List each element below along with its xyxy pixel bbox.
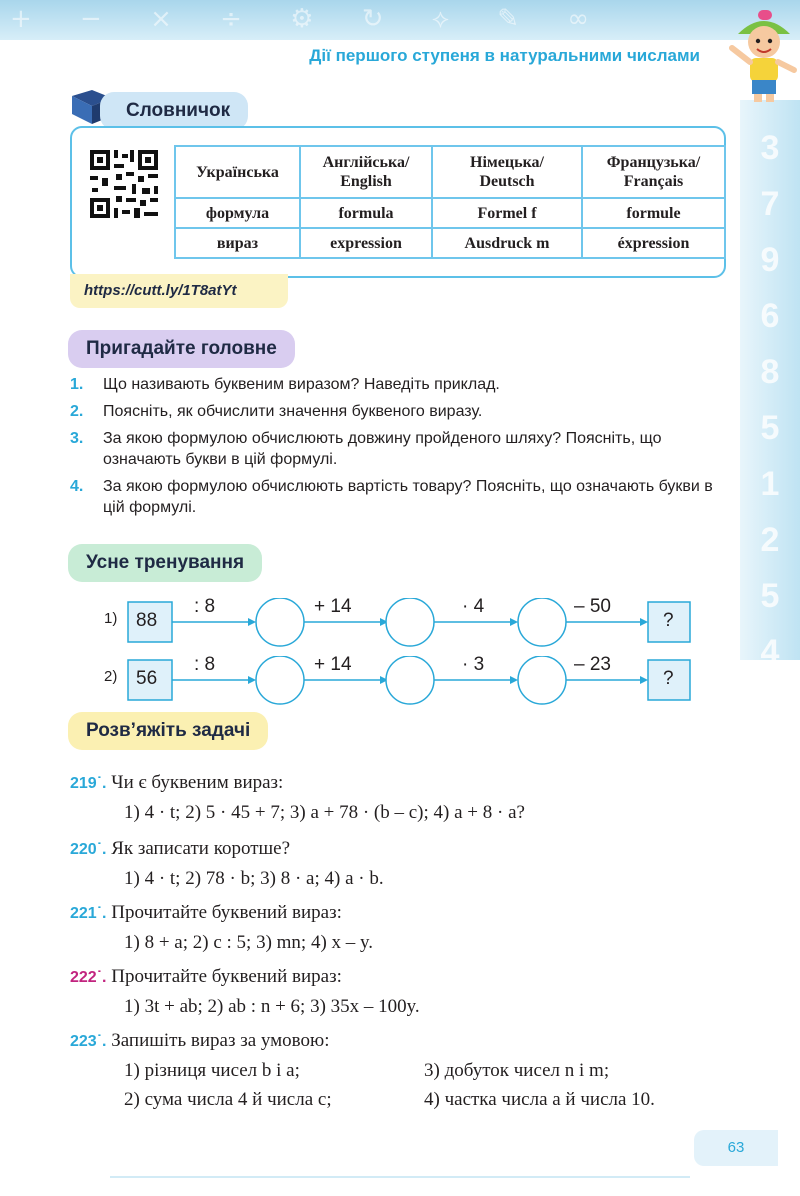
step-circle [386,656,434,704]
oral-chain-2 [100,656,700,716]
operation-label: + 14 [314,654,352,675]
start-value: 56 [136,668,158,689]
side-digits [750,120,790,680]
problem-body: 1) 8 + a; 2) c : 5; 3) mn; 4) x – y. [124,932,374,953]
item-text: Поясніть, як обчислити значення буквеного виразу. [103,403,483,420]
operation-label: – 50 [574,596,611,617]
vocab-header-cell: Українська [175,146,300,198]
recall-tag: Пригадайте головне [68,330,295,368]
problem-body [70,1085,655,1114]
problem-number: 219˙. [70,775,107,792]
arrow-head [510,618,518,626]
arrow-head [640,618,648,626]
vocab-row [175,228,725,258]
arrow-head [640,676,648,684]
list-item [70,401,734,422]
problem-question: Прочитайте буквений вираз: [111,966,342,987]
vocab-table [174,145,726,259]
vocab-cell: формула [175,198,300,228]
item-text: Що називають буквеним виразом? Наведіть приклад. [103,376,500,393]
side-digit: 9 [760,241,780,279]
problem-question: Чи є буквеним вираз: [111,772,284,793]
side-digit: 3 [760,129,780,167]
item-number: 1. [70,376,84,393]
vocab-cell: éxpression [582,228,725,258]
item-number: 2. [70,403,84,420]
list-item [70,476,734,518]
side-decor-band [740,100,800,671]
vocab-cell: Ausdruck m [432,228,582,258]
problem-part: 4) частка числа a й числа 10. [424,1089,655,1110]
step-circle [518,656,566,704]
operation-label: + 14 [314,596,352,617]
vocab-header-cell: Англійська/ English [300,146,432,198]
step-circle [256,656,304,704]
side-digit: 8 [760,353,780,391]
problem-number: 221˙. [70,905,107,922]
end-value: ? [663,610,674,631]
problem-body: 1) 3t + ab; 2) ab : n + 6; 3) 35x – 100y. [124,996,420,1017]
list-item [70,428,734,470]
side-digit: 5 [760,577,780,615]
vocab-row [175,198,725,228]
operation-label: : 8 [194,654,216,675]
side-digit: 5 [760,409,780,447]
operation-label: – 23 [574,654,611,675]
chapter-title: Дії першого ступеня в натуральними числами [309,46,700,65]
problem-body: 1) 4 · t; 2) 5 · 45 + 7; 3) a + 78 · (b – c); 4) a + 8 · a? [124,802,525,823]
vocab-header-cell: Німецька/ Deutsch [432,146,582,198]
vocab-header-cell: Французька/ Français [582,146,725,198]
problem-question: Прочитайте буквений вираз: [111,902,342,923]
vocab-cell: Formel f [432,198,582,228]
footer-divider [110,1176,690,1178]
problem-222 [70,962,420,1021]
vocab-tag: Словничок [100,92,248,130]
end-value: ? [663,668,674,689]
step-circle [386,598,434,646]
problem-221 [70,898,373,957]
item-text: За якою формулою обчислюють довжину пройденого шляху? Поясніть, що означають букви в цій формулі. [103,430,662,468]
side-digit: 7 [760,185,780,223]
qr-code[interactable] [88,148,160,220]
arrow-head [248,618,256,626]
decor-glyphs: + − × ÷ ⚙ ↻ ⟡ ✎ ∞ [10,4,609,34]
side-digit: 2 [760,521,780,559]
arrow-head [510,676,518,684]
vocab-cell: formula [300,198,432,228]
problem-number: 220˙. [70,841,107,858]
item-number: 3. [70,430,84,447]
item-text: За якою формулою обчислюють вартість товару? Поясніть, що означають букви в цій формулі. [103,478,713,516]
oral-tag: Усне тренування [68,544,262,582]
step-circle [256,598,304,646]
operation-label: · 4 [462,596,485,617]
vocab-url-link[interactable]: https://cutt.ly/1T8atYt [70,274,288,308]
problem-body: 1) 4 · t; 2) 78 · b; 3) 8 · a; 4) a · b. [124,868,384,889]
problem-219 [70,768,525,827]
arrow-head [248,676,256,684]
problem-question: Як записати коротше? [111,838,291,859]
problem-part: 3) добуток чисел n і m; [424,1060,610,1081]
problem-part: 2) сума числа 4 й числа c; [124,1089,332,1110]
oral-chain-1 [100,598,700,658]
chain-index: 2) [104,668,118,685]
side-digit: 6 [760,297,780,335]
operation-label: · 3 [462,654,485,675]
operation-label: : 8 [194,596,216,617]
item-number: 4. [70,478,84,495]
problem-number: 223˙. [70,1033,107,1050]
step-circle [518,598,566,646]
vocab-cell: formule [582,198,725,228]
vocab-header-row [175,146,725,198]
top-decor-band [0,0,800,40]
mascot-illustration [728,8,800,104]
start-value: 88 [136,610,158,631]
vocab-cell: expression [300,228,432,258]
chain-index: 1) [104,610,118,627]
side-digit: 4 [760,633,780,671]
recall-list [70,374,734,524]
vocab-cell: вираз [175,228,300,258]
problem-body [70,1056,655,1085]
tasks-tag: Розв’яжіть задачі [68,712,268,750]
problem-number: 222˙. [70,969,107,986]
side-digit: 1 [760,465,780,503]
problem-part: 1) різниця чисел b і a; [124,1060,300,1081]
problem-question: Запишіть вираз за умовою: [111,1030,330,1051]
list-item [70,374,734,395]
problem-223 [70,1026,655,1114]
problem-220 [70,834,384,893]
page-number: 63 [694,1130,778,1166]
